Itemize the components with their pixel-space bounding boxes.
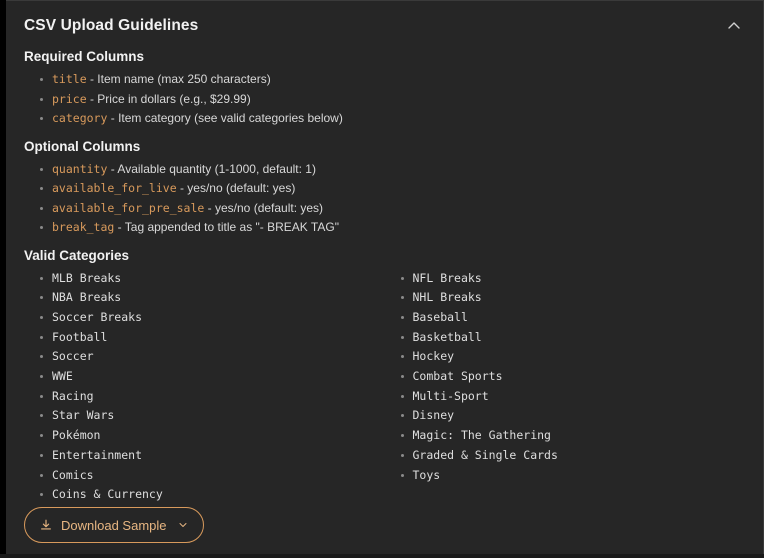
list-item: Disney bbox=[399, 406, 746, 426]
list-item bbox=[38, 160, 745, 180]
field-description: - Available quantity (1-1000, default: 1) bbox=[110, 161, 316, 176]
field-description: - yes/no (default: yes) bbox=[179, 181, 296, 195]
required-columns-list bbox=[24, 70, 745, 129]
list-item: Entertainment bbox=[38, 446, 385, 466]
field-name: available_for_live bbox=[52, 181, 177, 195]
list-item: Racing bbox=[38, 387, 385, 407]
field-name: break_tag bbox=[52, 220, 115, 234]
list-item: Star Wars bbox=[38, 406, 385, 426]
list-item: Pokémon bbox=[38, 426, 385, 446]
list-item bbox=[38, 90, 745, 110]
list-item: Coins & Currency bbox=[38, 485, 385, 505]
valid-categories-right-column bbox=[385, 269, 746, 505]
valid-categories-heading: Valid Categories bbox=[24, 247, 130, 263]
field-name: price bbox=[52, 91, 87, 106]
field-description: - yes/no (default: yes) bbox=[207, 200, 324, 215]
category-list-right bbox=[385, 269, 746, 486]
valid-categories-columns bbox=[24, 269, 745, 505]
page-title: CSV Upload Guidelines bbox=[24, 17, 199, 34]
optional-columns-list bbox=[24, 160, 745, 238]
list-item: NFL Breaks bbox=[399, 269, 746, 289]
list-item: Basketball bbox=[399, 328, 746, 348]
required-columns-heading: Required Columns bbox=[24, 49, 145, 64]
bottom-edge-strip bbox=[0, 554, 764, 558]
list-item: NHL Breaks bbox=[399, 288, 746, 308]
list-item: Soccer bbox=[38, 347, 385, 367]
field-name: title bbox=[52, 72, 87, 86]
field-name: category bbox=[52, 111, 108, 125]
csv-upload-guidelines-panel bbox=[6, 0, 764, 558]
chevron-down-icon bbox=[177, 519, 189, 531]
list-item: Soccer Breaks bbox=[38, 308, 385, 328]
list-item: Combat Sports bbox=[399, 367, 746, 387]
list-item bbox=[38, 179, 745, 199]
list-item: Magic: The Gathering bbox=[399, 426, 746, 446]
valid-categories-left-column bbox=[24, 269, 385, 505]
list-item: NBA Breaks bbox=[38, 288, 385, 308]
field-description: - Item category (see valid categories below) bbox=[110, 111, 343, 125]
list-item: Toys bbox=[399, 466, 746, 486]
chevron-up-icon[interactable] bbox=[723, 15, 745, 37]
list-item: WWE bbox=[38, 367, 385, 387]
list-item: Comics bbox=[38, 466, 385, 486]
field-name: quantity bbox=[52, 161, 108, 176]
field-name: available_for_pre_sale bbox=[52, 200, 205, 215]
list-item bbox=[38, 109, 745, 129]
list-item bbox=[38, 218, 745, 238]
list-item: Hockey bbox=[399, 347, 746, 367]
download-sample-button[interactable] bbox=[24, 507, 204, 543]
list-item: Baseball bbox=[399, 308, 746, 328]
optional-columns-heading: Optional Columns bbox=[24, 138, 141, 154]
field-description: - Tag appended to title as "- BREAK TAG" bbox=[117, 220, 339, 234]
list-item bbox=[38, 70, 745, 90]
field-description: - Price in dollars (e.g., $29.99) bbox=[89, 91, 251, 106]
download-icon bbox=[39, 518, 53, 532]
download-sample-label: Download Sample bbox=[61, 517, 167, 533]
list-item bbox=[38, 199, 745, 219]
list-item: MLB Breaks bbox=[38, 269, 385, 289]
category-list-left bbox=[24, 269, 385, 505]
field-description: - Item name (max 250 characters) bbox=[89, 72, 271, 86]
panel-header bbox=[24, 15, 745, 37]
list-item: Football bbox=[38, 328, 385, 348]
list-item: Multi-Sport bbox=[399, 387, 746, 407]
list-item: Graded & Single Cards bbox=[399, 446, 746, 466]
